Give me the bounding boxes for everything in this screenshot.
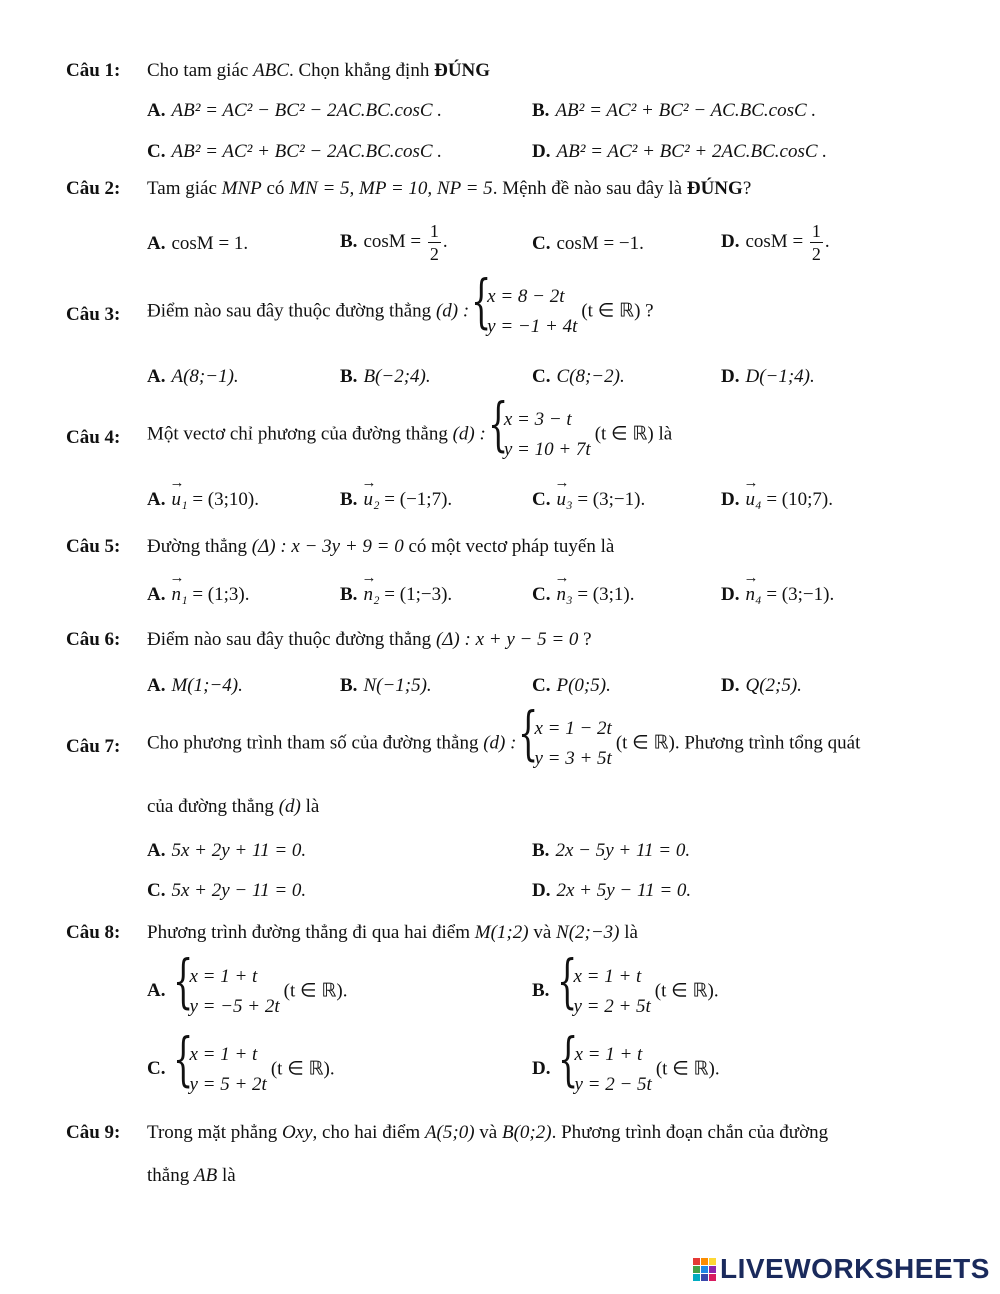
option-c[interactable]: C. C(8;−2). xyxy=(532,366,625,387)
logo-text: LIVEWORKSHEETS xyxy=(720,1253,990,1284)
logo-mark-cell xyxy=(709,1258,716,1265)
option-c[interactable]: C.→ u₃ = (3;−1). xyxy=(532,489,645,511)
logo-mark-cell xyxy=(709,1266,716,1273)
question-number: Câu 7: xyxy=(66,736,121,757)
question-number: Câu 1: xyxy=(66,60,121,81)
question-stem: Cho phương trình tham số của đường thẳng (d) : { x = 1 − 2t y = 3 + 5t (t ∈ ℝ). Phương trình tổng quát xyxy=(147,714,860,774)
logo-mark-cell xyxy=(693,1258,700,1265)
question-number: Câu 2: xyxy=(66,178,121,199)
question-number: Câu 6: xyxy=(66,629,121,650)
option-c[interactable]: C. AB² = AC² + BC² − 2AC.BC.cosC . xyxy=(147,141,443,162)
question-number: Câu 5: xyxy=(66,536,121,557)
option-d[interactable]: D.→ u₄ = (10;7). xyxy=(721,489,833,511)
logo-mark-cell xyxy=(701,1266,708,1273)
logo-mark-cell xyxy=(701,1258,708,1265)
question-number: Câu 3: xyxy=(66,304,121,325)
question-number: Câu 4: xyxy=(66,427,121,448)
equation-system: { x = 3 − t y = 10 + 7t xyxy=(490,405,591,465)
option-a[interactable]: A. { x = 1 + t y = −5 + 2t (t ∈ ℝ). xyxy=(147,962,347,1022)
question-stem: Phương trình đường thẳng đi qua hai điểm M(1;2) và N(2;−3) là xyxy=(147,922,638,943)
option-b[interactable]: B.→ u₂ = (−1;7). xyxy=(340,489,452,511)
option-a[interactable]: A.→ n₁ = (1;3). xyxy=(147,584,250,606)
question-stem: Trong mặt phẳng Oxy, cho hai điểm A(5;0) và B(0;2). Phương trình đoạn chắn của đường xyxy=(147,1122,829,1143)
option-a[interactable]: A. 5x + 2y + 11 = 0. xyxy=(147,840,307,861)
logo-mark-cell xyxy=(693,1274,700,1281)
option-a[interactable]: A. A(8;−1). xyxy=(147,366,239,387)
option-b[interactable]: B. 2x − 5y + 11 = 0. xyxy=(532,840,691,861)
option-b[interactable]: B.→ n₂ = (1;−3). xyxy=(340,584,452,606)
option-d[interactable]: D. 2x + 5y − 11 = 0. xyxy=(532,880,692,901)
option-c[interactable]: C. P(0;5). xyxy=(532,675,611,696)
logo-mark-cell xyxy=(693,1266,700,1273)
option-d[interactable]: D. cosM = $\frac{1}{2}$ . xyxy=(721,221,830,264)
logo-mark-cell xyxy=(701,1274,708,1281)
option-a[interactable]: A. cosM = 1. xyxy=(147,233,249,254)
option-a[interactable]: A. M(1;−4). xyxy=(147,675,243,696)
question-stem: Đường thẳng (Δ) : x − 3y + 9 = 0 có một vectơ pháp tuyến là xyxy=(147,536,615,557)
option-b[interactable]: B. cosM = $\frac{1}{2}$ . xyxy=(340,221,448,264)
question-stem: Tam giác MNP có MN = 5, MP = 10, NP = 5. Mệnh đề nào sau đây là ĐÚNG? xyxy=(147,178,752,199)
option-c[interactable]: C.→ n₃ = (3;1). xyxy=(532,584,635,606)
option-b[interactable]: B. { x = 1 + t y = 2 + 5t (t ∈ ℝ). xyxy=(532,962,719,1022)
liveworksheets-logo xyxy=(693,1254,993,1284)
option-a[interactable]: A.→ u₁ = (3;10). xyxy=(147,489,259,511)
question-stem: Điểm nào sau đây thuộc đường thẳng (Δ) : x + y − 5 = 0 ? xyxy=(147,629,592,650)
logo-mark-cell xyxy=(709,1274,716,1281)
question-stem-line2: của đường thẳng (d) là xyxy=(147,796,320,817)
option-d[interactable]: D. D(−1;4). xyxy=(721,366,815,387)
option-d[interactable]: D. Q(2;5). xyxy=(721,675,802,696)
equation-system: { x = 1 − 2t y = 3 + 5t xyxy=(520,714,611,774)
question-stem: Cho tam giác ABC. Chọn khẳng định ĐÚNG xyxy=(147,60,491,81)
option-c[interactable]: C. { x = 1 + t y = 5 + 2t (t ∈ ℝ). xyxy=(147,1040,335,1100)
option-b[interactable]: B. AB² = AC² + BC² − AC.BC.cosC . xyxy=(532,100,817,121)
option-b[interactable]: B. B(−2;4). xyxy=(340,366,431,387)
question-number: Câu 9: xyxy=(66,1122,121,1143)
option-d[interactable]: D.→ n₄ = (3;−1). xyxy=(721,584,834,606)
question-stem: Điểm nào sau đây thuộc đường thẳng (d) : { x = 8 − 2t y = −1 + 4t (t ∈ ℝ) ? xyxy=(147,282,654,342)
option-d[interactable]: D. { x = 1 + t y = 2 − 5t (t ∈ ℝ). xyxy=(532,1040,720,1100)
option-b[interactable]: B. N(−1;5). xyxy=(340,675,432,696)
equation-system: { x = 8 − 2t y = −1 + 4t xyxy=(473,282,577,342)
option-a[interactable]: A. AB² = AC² − BC² − 2AC.BC.cosC . xyxy=(147,100,443,121)
option-c[interactable]: C. cosM = −1. xyxy=(532,233,644,254)
question-stem: Một vectơ chỉ phương của đường thẳng (d) : { x = 3 − t y = 10 + 7t (t ∈ ℝ) là xyxy=(147,405,672,465)
logo-mark-icon xyxy=(693,1258,716,1281)
question-number: Câu 8: xyxy=(66,922,121,943)
option-c[interactable]: C. 5x + 2y − 11 = 0. xyxy=(147,880,307,901)
option-d[interactable]: D. AB² = AC² + BC² + 2AC.BC.cosC . xyxy=(532,141,828,162)
question-stem-line2: thẳng AB là xyxy=(147,1165,236,1186)
